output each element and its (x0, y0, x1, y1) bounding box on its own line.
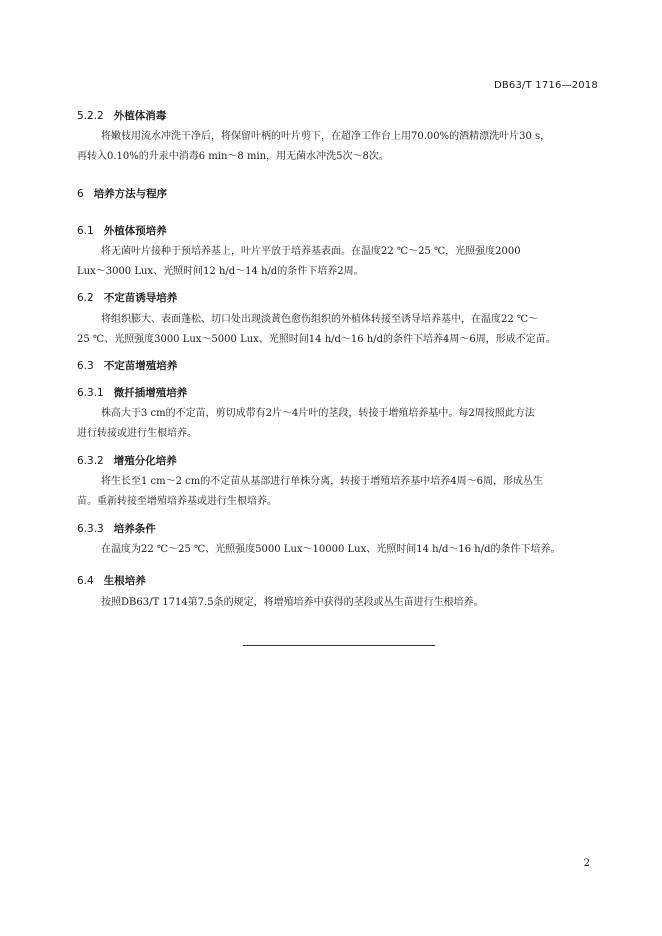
heading-title: 不定苗增殖培养 (103, 360, 178, 372)
heading-title: 不定苗诱导培养 (103, 292, 178, 304)
heading-6-3 (77, 358, 177, 373)
heading-number: 5.2.2 (77, 110, 104, 122)
paragraph-line: Lux～3000 Lux、光照时间12 h/d～14 h/d的条件下培养2周。 (77, 266, 364, 277)
heading-title: 增殖分化培养 (113, 455, 177, 467)
heading-number: 6.1 (77, 225, 94, 237)
heading-number: 6.3.1 (77, 387, 104, 399)
heading-6-3-1 (77, 385, 187, 400)
paragraph-line: 按照DB63/T 1714第7.5条的规定，将增殖培养中获得的茎段或丛生苗进行生根培养。 (101, 597, 484, 608)
paragraph-6-3-2 (77, 472, 601, 512)
paragraph-6-4 (77, 593, 601, 613)
paragraph-line: 将嫩枝用流水冲洗干净后，将保留叶柄的叶片剪下，在超净工作台上用70.00%的酒精漂洗叶片30 s， (101, 131, 551, 142)
heading-title: 生根培养 (103, 575, 146, 587)
heading-6-2 (77, 290, 177, 305)
page-number: 2 (583, 858, 590, 869)
paragraph-line: 将生长至1 cm～2 cm的不定苗从基部进行单株分离，转接于增殖培养基中培养4周～6周，形成丛生 (101, 476, 543, 487)
paragraph-line: 25 ℃、光照强度3000 Lux～5000 Lux、光照时间14 h/d～16 h/d的条件下培养4周～6周，形成不定苗。 (77, 334, 556, 345)
heading-5-2-2 (77, 108, 166, 123)
heading-6 (77, 186, 167, 201)
paragraph-6-2 (77, 310, 601, 350)
paragraph-line: 再转入0.10%的升汞中消毒6 min～8 min，用无菌水冲洗5次～8次。 (77, 151, 389, 162)
heading-number: 6.4 (77, 575, 94, 587)
heading-6-1 (77, 223, 167, 238)
paragraph-6-3-1 (77, 404, 601, 444)
paragraph-5-2-2 (77, 127, 601, 167)
document-code: DB63/T 1716—2018 (493, 80, 598, 91)
end-of-document-rule (243, 645, 435, 646)
paragraph-6-1 (77, 242, 601, 282)
heading-title: 外植体消毒 (113, 110, 167, 122)
paragraph-line: 将组织膨大、表面蓬松、切口处出现淡黄色愈伤组织的外植体转接至诱导培养基中，在温度22 ℃～ (101, 314, 539, 325)
heading-title: 培养方法与程序 (93, 188, 168, 200)
heading-6-3-2 (77, 453, 177, 468)
paragraph-line: 株高大于3 cm的不定苗，剪切成带有2片～4片叶的茎段，转接于增殖培养基中。每2周按照此方法 (101, 408, 535, 419)
paragraph-6-3-3 (77, 540, 601, 560)
heading-number: 6.2 (77, 292, 94, 304)
paragraph-line: 在温度为22 ℃～25 ℃、光照强度5000 Lux～10000 Lux、光照时间14 h/d～16 h/d的条件下培养。 (101, 544, 561, 555)
heading-6-3-3 (77, 521, 156, 536)
heading-title: 微扦插增殖培养 (113, 387, 188, 399)
heading-title: 培养条件 (113, 523, 156, 535)
heading-number: 6.3 (77, 360, 94, 372)
paragraph-line: 进行转接或进行生根培养。 (77, 428, 197, 439)
paragraph-line: 将无菌叶片接种于预培养基上，叶片平放于培养基表面。在温度22 ℃～25 ℃，光照强度2000 (101, 246, 521, 257)
heading-number: 6.3.2 (77, 455, 104, 467)
paragraph-line: 苗。重新转接至增殖培养基或进行生根培养。 (77, 496, 277, 507)
heading-6-4 (77, 573, 146, 588)
heading-title: 外植体预培养 (103, 225, 167, 237)
heading-number: 6.3.3 (77, 523, 104, 535)
heading-number: 6 (77, 188, 84, 200)
